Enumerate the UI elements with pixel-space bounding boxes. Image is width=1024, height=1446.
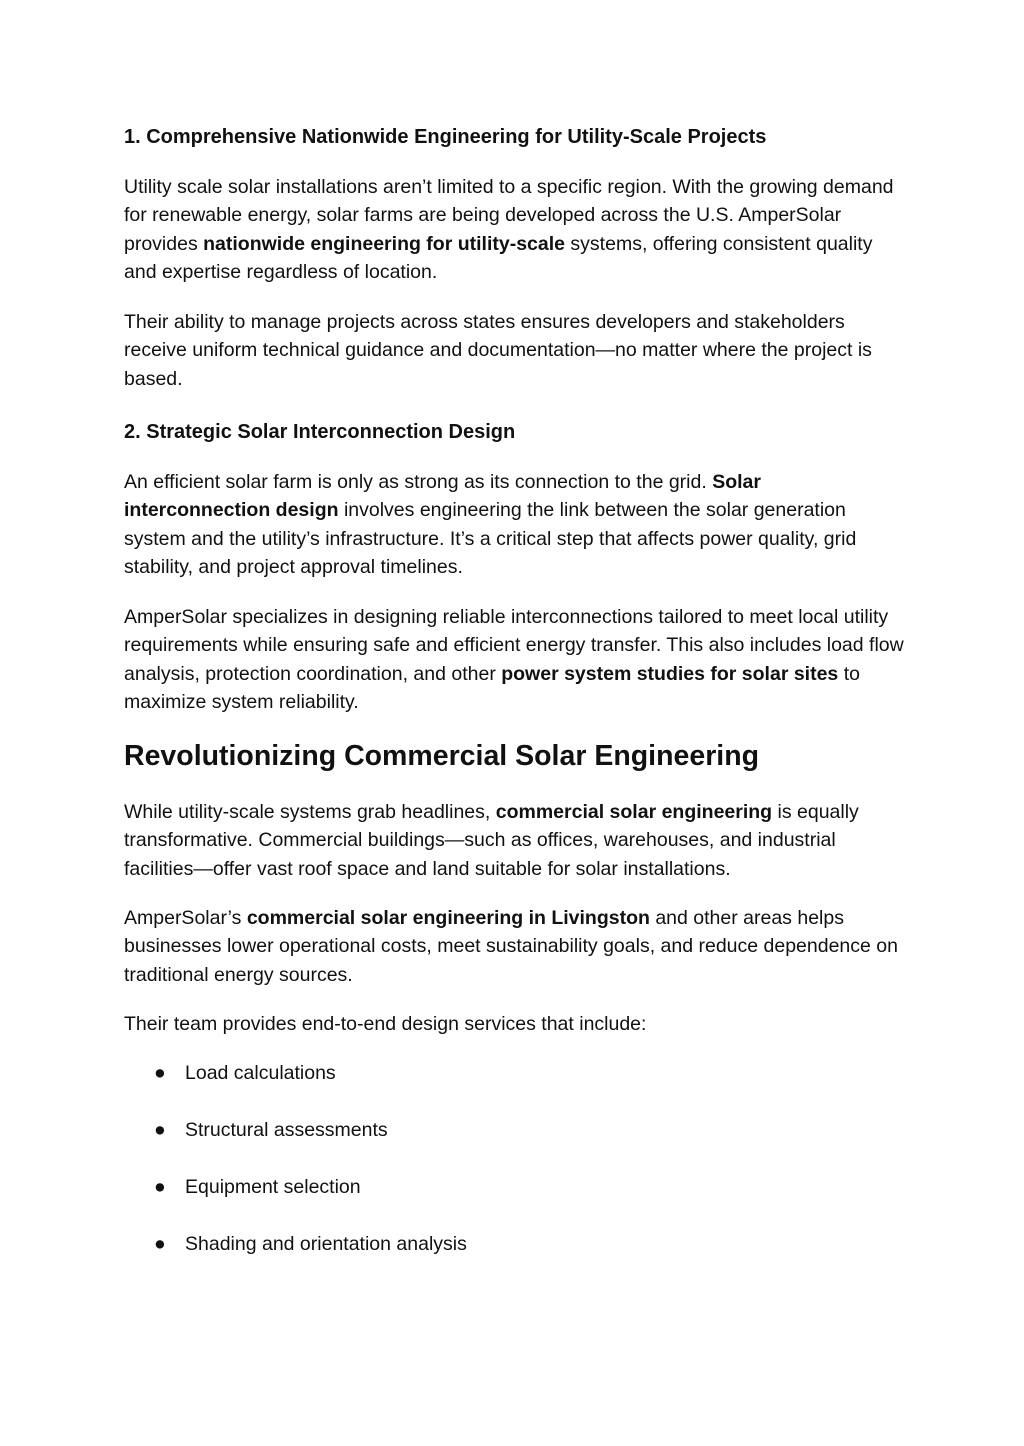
bold-phrase: commercial solar engineering [495,801,773,823]
bullet-icon: ● [154,1119,166,1141]
list-item [154,1059,336,1087]
paragraph-text: and other areas helps businesses lower operational costs, meet sustainability goals, and reduce dependence on traditional energy sources. [124,907,898,986]
bold-phrase: power system studies for solar sites [501,662,839,685]
paragraph-commercial [124,798,904,883]
paragraph-text: Utility scale solar installations aren’t limited to a specific region. With the growing demand for renewable energy, solar farms are being developed across the U.S. AmperSolar provides [124,176,894,255]
bullet-icon: ● [154,1062,166,1084]
paragraph-interconnection [124,468,904,582]
paragraph-text: involves engineering the link between the solar generation system and the utility’s infrastructure. It’s a critical step that affects power quality, grid stability, and project approval timelines. [124,499,857,579]
paragraph-text: to maximize system reliability. [124,662,860,714]
paragraph-text: AmperSolar specializes in designing reliable interconnections tailored to meet local utility requirements while ensuring safe and efficient energy transfer. This also includes load flow analysis, protection coordination, and other [124,606,904,685]
list-item-text: Shading and orientation analysis [185,1233,467,1255]
bold-phrase: Solar interconnection design [124,471,761,522]
section-heading-nationwide: 1. Comprehensive Nationwide Engineering for Utility-Scale Projects [124,126,767,148]
main-heading-commercial: Revolutionizing Commercial Solar Engineering [124,740,760,772]
paragraph-livingston [124,904,904,989]
paragraph-reliable-interconnections [124,603,904,717]
bold-phrase: commercial solar engineering in Livingston [246,907,650,929]
list-item [154,1116,388,1144]
paragraph-text: While utility-scale systems grab headlines, [124,801,496,823]
paragraph-multi-state: Their ability to manage projects across states ensures developers and stakeholders receive uniform technical guidance and documentation—no matter where the project is based. [124,311,872,390]
paragraph-services-intro: Their team provides end-to-end design services that include: [124,1013,647,1035]
list-item-text: Equipment selection [185,1176,361,1198]
list-item [154,1230,467,1258]
bullet-icon: ● [154,1233,166,1255]
bold-phrase: nationwide engineering for utility-scale [203,232,566,255]
paragraph-text: AmperSolar’s [124,907,247,929]
list-item [154,1173,361,1201]
paragraph-utility-scale [124,173,904,287]
list-item-text: Structural assessments [185,1119,388,1141]
list-item-text: Load calculations [185,1062,336,1084]
section-heading-interconnection: 2. Strategic Solar Interconnection Design [124,421,516,443]
bullet-icon: ● [154,1176,166,1198]
paragraph-text: systems, offering consistent quality and expertise regardless of location. [124,232,873,284]
paragraph-text: An efficient solar farm is only as strong as its connection to the grid. [124,471,713,493]
paragraph-text: is equally transformative. Commercial buildings—such as offices, warehouses, and industrial facilities—offer vast roof space and land suitable for solar installations. [124,801,859,880]
